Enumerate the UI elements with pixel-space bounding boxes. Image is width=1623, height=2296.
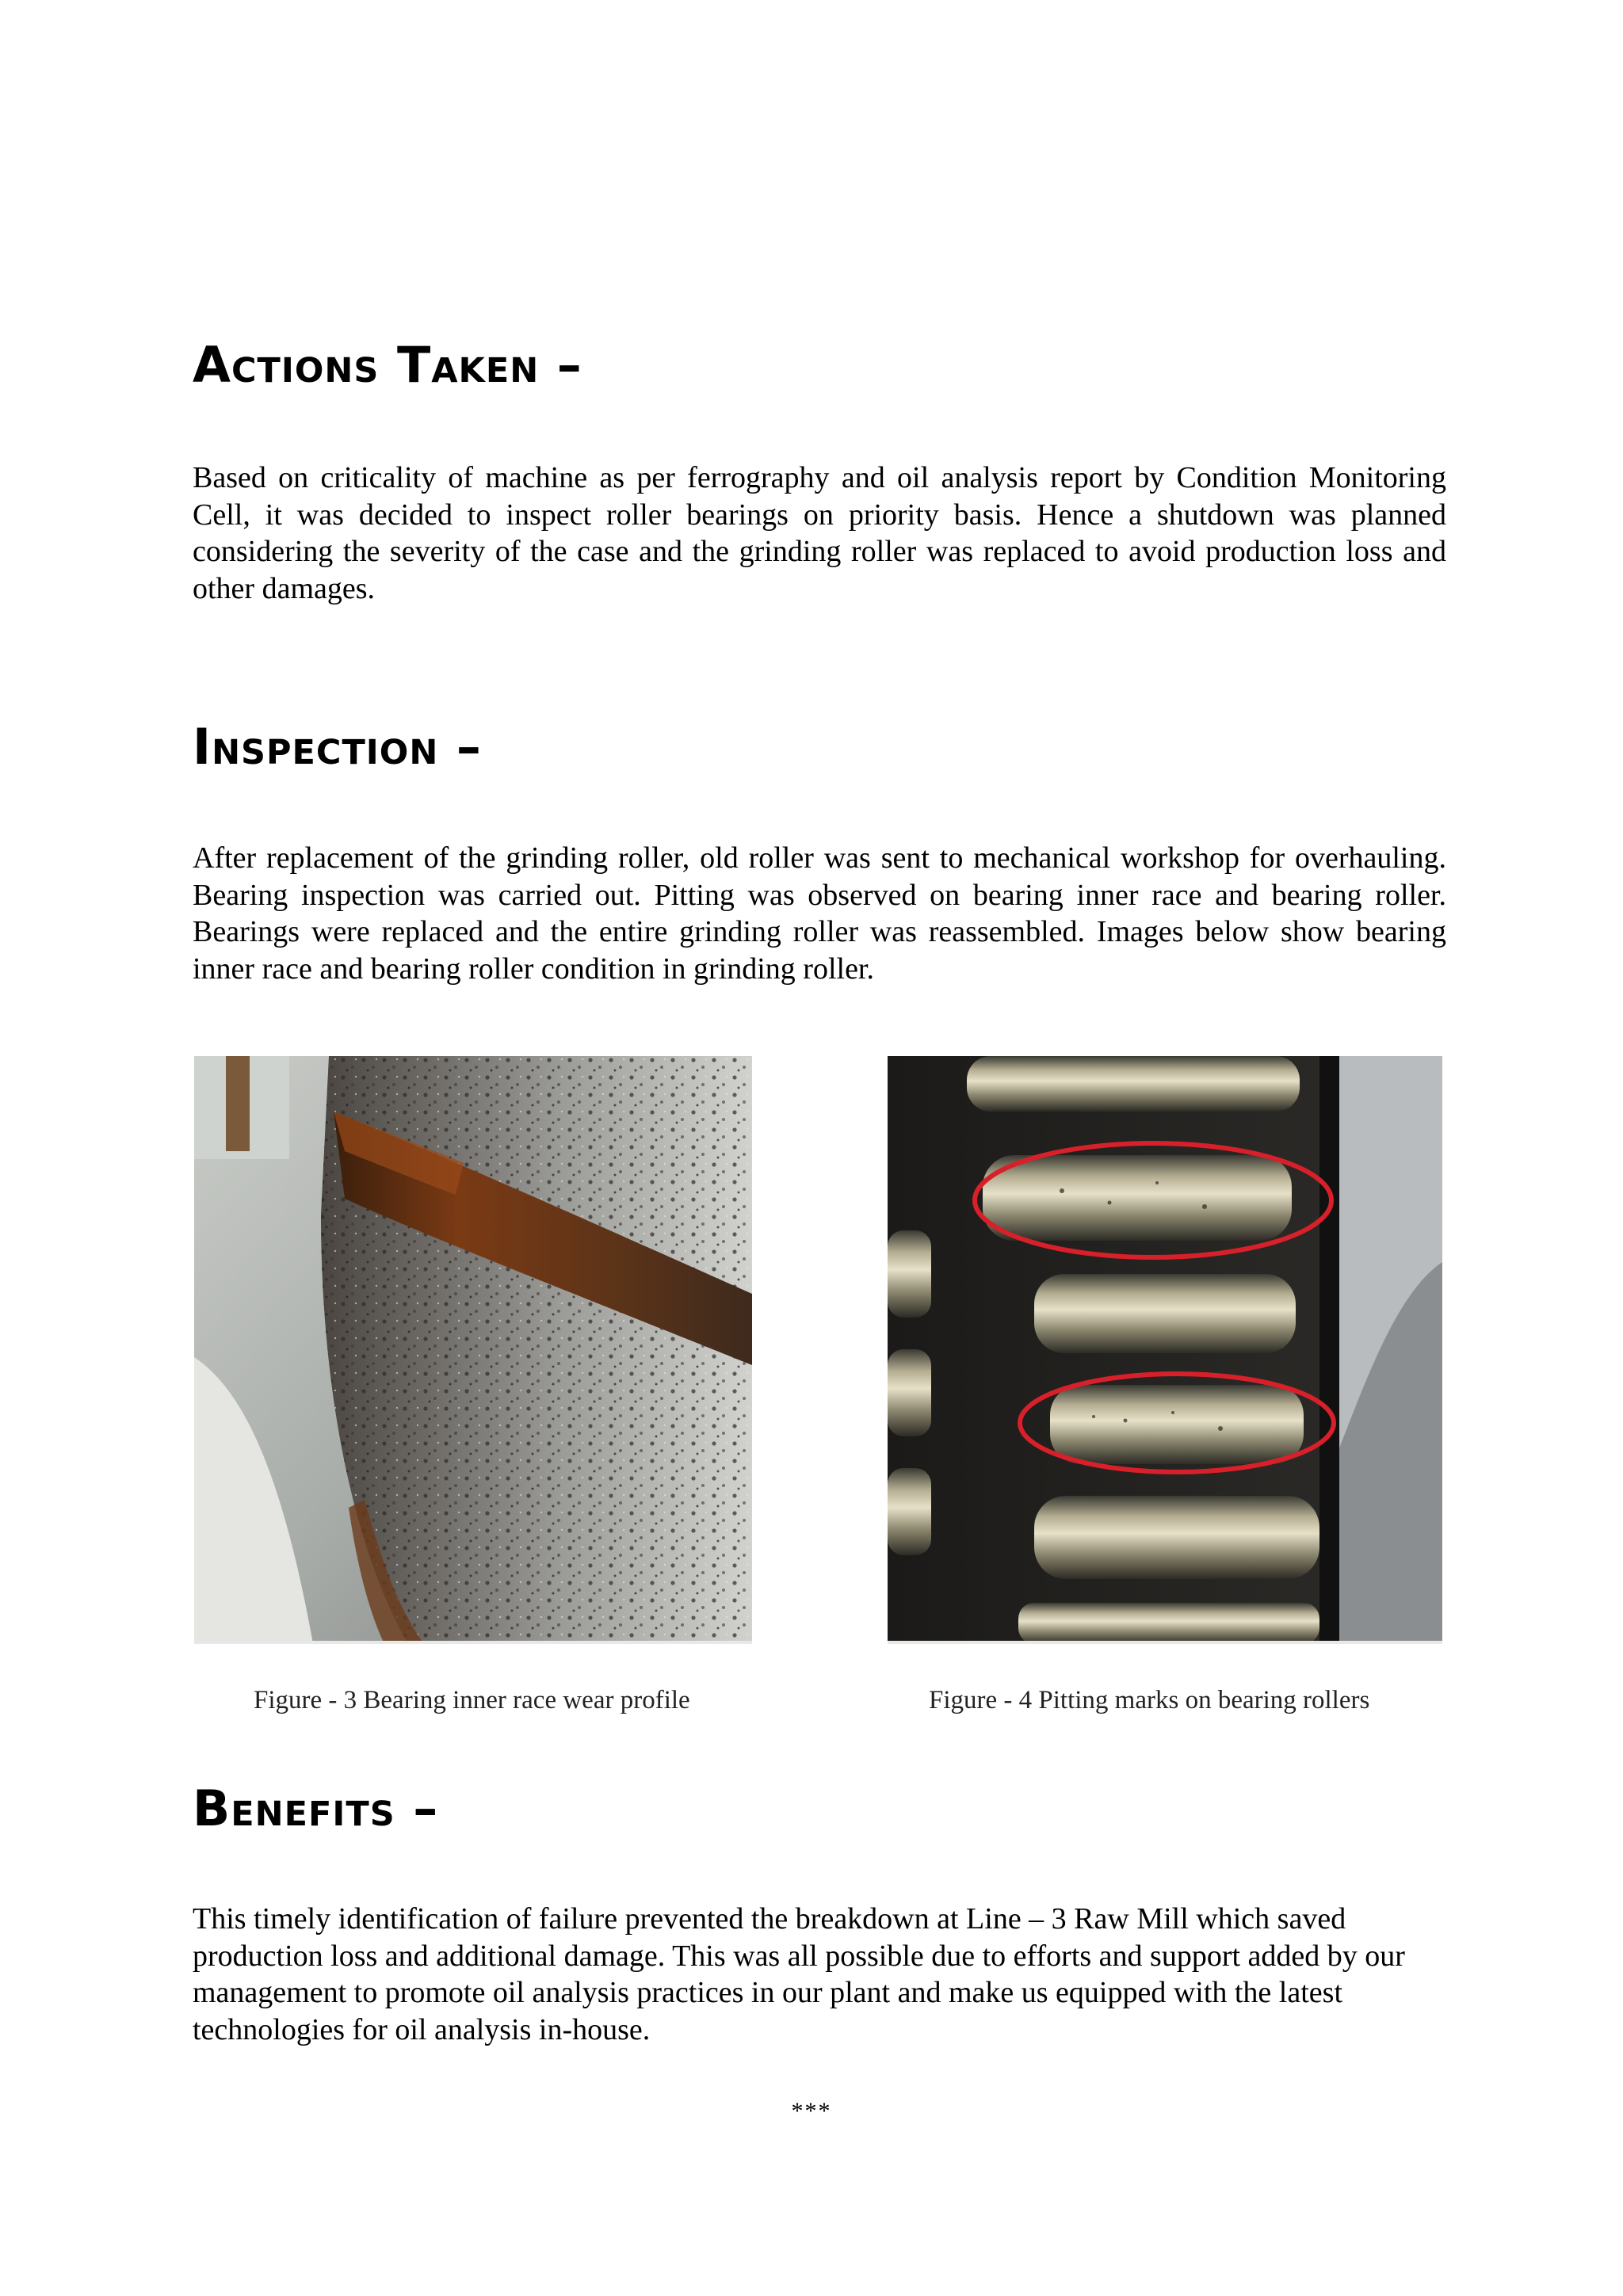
end-marker: *** bbox=[791, 2098, 832, 2124]
paragraph-actions-taken: Based on criticality of machine as per ferrography and oil analysis report by Condition Monitoring Cell, it was decided to inspect roller bearings on priority basis. Hence a shutdown was planned considering the severity of the case and the grinding roller was replaced to avoid production loss and other damages. bbox=[193, 461, 1446, 605]
paragraph-benefits: This timely identification of failure prevented the breakdown at Line – 3 Raw Mill which saved production loss and additional damage. This was all possible due to efforts and support added by our management to promote oil analysis practices in our plant and make us equipped with the latest technologies for oil analysis in-house. bbox=[193, 1902, 1405, 2046]
paragraph-inspection: After replacement of the grinding roller, old roller was sent to mechanical workshop for overhauling. Bearing inspection was carried out. Pitting was observed on bearing inner race and bearing roller. Bearings were replaced and the entire grinding roller was reassembled. Images below show bearing inner race and bearing roller condition in grinding roller. bbox=[193, 841, 1446, 986]
bearing-inner-race-photo bbox=[194, 1056, 752, 1644]
bearing-rollers-photo bbox=[888, 1056, 1442, 1644]
figure-4-caption: Figure - 4 Pitting marks on bearing rollers bbox=[929, 1686, 1370, 1714]
heading-benefits: Benefits – bbox=[193, 1779, 439, 1837]
heading-inspection: Inspection – bbox=[193, 718, 482, 776]
figure-4-image bbox=[888, 1056, 1442, 1644]
heading-actions-taken: Actions Taken – bbox=[193, 336, 582, 394]
figure-3-caption: Figure - 3 Bearing inner race wear profile bbox=[254, 1686, 690, 1714]
figure-3-image bbox=[194, 1056, 752, 1644]
